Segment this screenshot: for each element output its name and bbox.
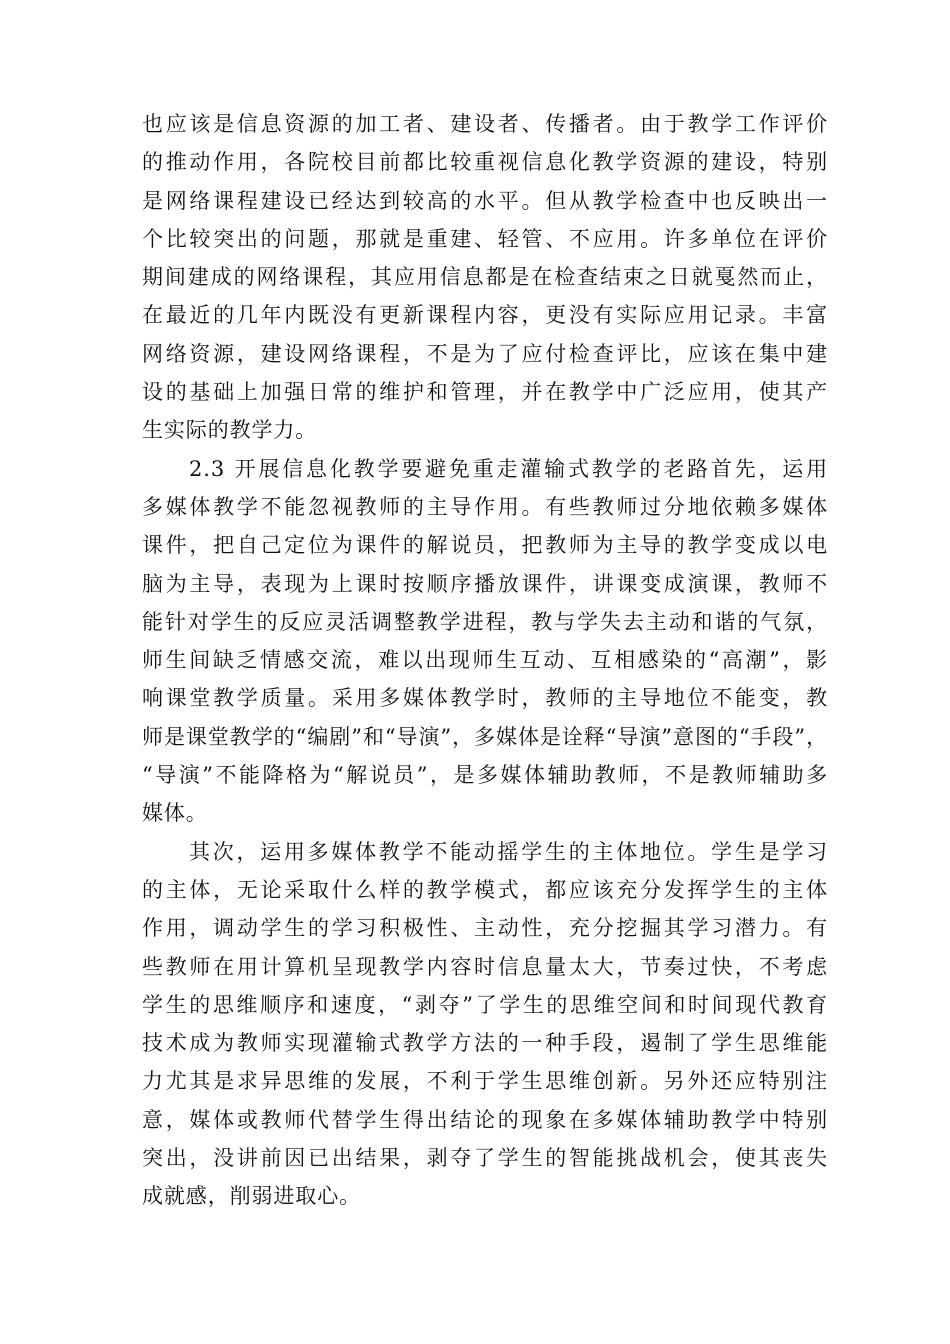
- text-line: 个比较突出的问题，那就是重建、轻管、不应用。许多单位在评价: [142, 226, 828, 251]
- text-line: 是网络课程建设已经达到较高的水平。但从教学检查中也反映出一: [142, 188, 828, 213]
- paragraph-3: [142, 833, 828, 1216]
- text-line: 师生间缺乏情感交流，难以出现师生互动、互相感染的“高潮”，影: [142, 648, 828, 673]
- text-line: 媒体。: [142, 801, 208, 826]
- paragraph-2: [142, 450, 828, 833]
- text-line: 力尤其是求异思维的发展，不利于学生思维创新。另外还应特别注: [142, 1069, 828, 1094]
- text-line: 能针对学生的反应灵活调整教学进程，教与学失去主动和谐的气氛，: [142, 609, 828, 634]
- text-line: 设的基础上加强日常的维护和管理，并在教学中广泛应用，使其产: [142, 380, 828, 405]
- paragraph-1: [142, 105, 828, 450]
- text-line: 的主体，无论采取什么样的教学模式，都应该充分发挥学生的主体: [142, 877, 828, 902]
- text-line: 课件，把自己定位为课件的解说员，把教师为主导的教学变成以电: [142, 533, 828, 558]
- text-line: 技术成为教师实现灌输式教学方法的一种手段，遏制了学生思维能: [142, 1031, 828, 1056]
- text-line: 生实际的教学力。: [142, 418, 318, 443]
- text-line: 也应该是信息资源的加工者、建设者、传播者。由于教学工作评价: [142, 112, 828, 136]
- text-line: 期间建成的网络课程，其应用信息都是在检查结束之日就戛然而止，: [142, 265, 828, 290]
- text-line: 意，媒体或教师代替学生得出结论的现象在多媒体辅助教学中特别: [142, 1107, 828, 1132]
- text-line: 些教师在用计算机呈现教学内容时信息量太大，节奏过快，不考虑: [142, 954, 828, 979]
- text-line: 师是课堂教学的“编剧”和“导演”，多媒体是诠释“导演”意图的“手段”，: [142, 724, 828, 749]
- text-line: 2.3 开展信息化教学要避免重走灌输式教学的老路首先，运用: [189, 456, 828, 481]
- text-line: 响课堂教学质量。采用多媒体教学时，教师的主导地位不能变，教: [142, 686, 828, 711]
- text-line: 突出，没讲前因已出结果，剥夺了学生的智能挑战机会，使其丧失: [142, 1146, 828, 1171]
- text-line: 的推动作用，各院校目前都比较重视信息化教学资源的建设，特别: [142, 150, 828, 175]
- text-line: 成就感，削弱进取心。: [142, 1184, 361, 1209]
- text-line: 学生的思维顺序和速度，“剥夺”了学生的思维空间和时间现代教育: [142, 992, 828, 1017]
- text-line: 其次，运用多媒体教学不能动摇学生的主体地位。学生是学习: [189, 839, 828, 864]
- text-line: 作用，调动学生的学习积极性、主动性，充分挖掘其学习潜力。有: [142, 916, 828, 941]
- text-line: “导演”不能降格为“解说员”，是多媒体辅助教师，不是教师辅助多: [142, 763, 828, 788]
- text-line: 在最近的几年内既没有更新课程内容，更没有实际应用记录。丰富: [142, 303, 828, 328]
- text-line: 多媒体教学不能忽视教师的主导作用。有些教师过分地依赖多媒体: [142, 494, 828, 519]
- text-line: 网络资源，建设网络课程，不是为了应付检查评比，应该在集中建: [142, 341, 828, 366]
- document-page: [142, 105, 828, 1216]
- text-line: 脑为主导，表现为上课时按顺序播放课件，讲课变成演课，教师不: [142, 571, 828, 596]
